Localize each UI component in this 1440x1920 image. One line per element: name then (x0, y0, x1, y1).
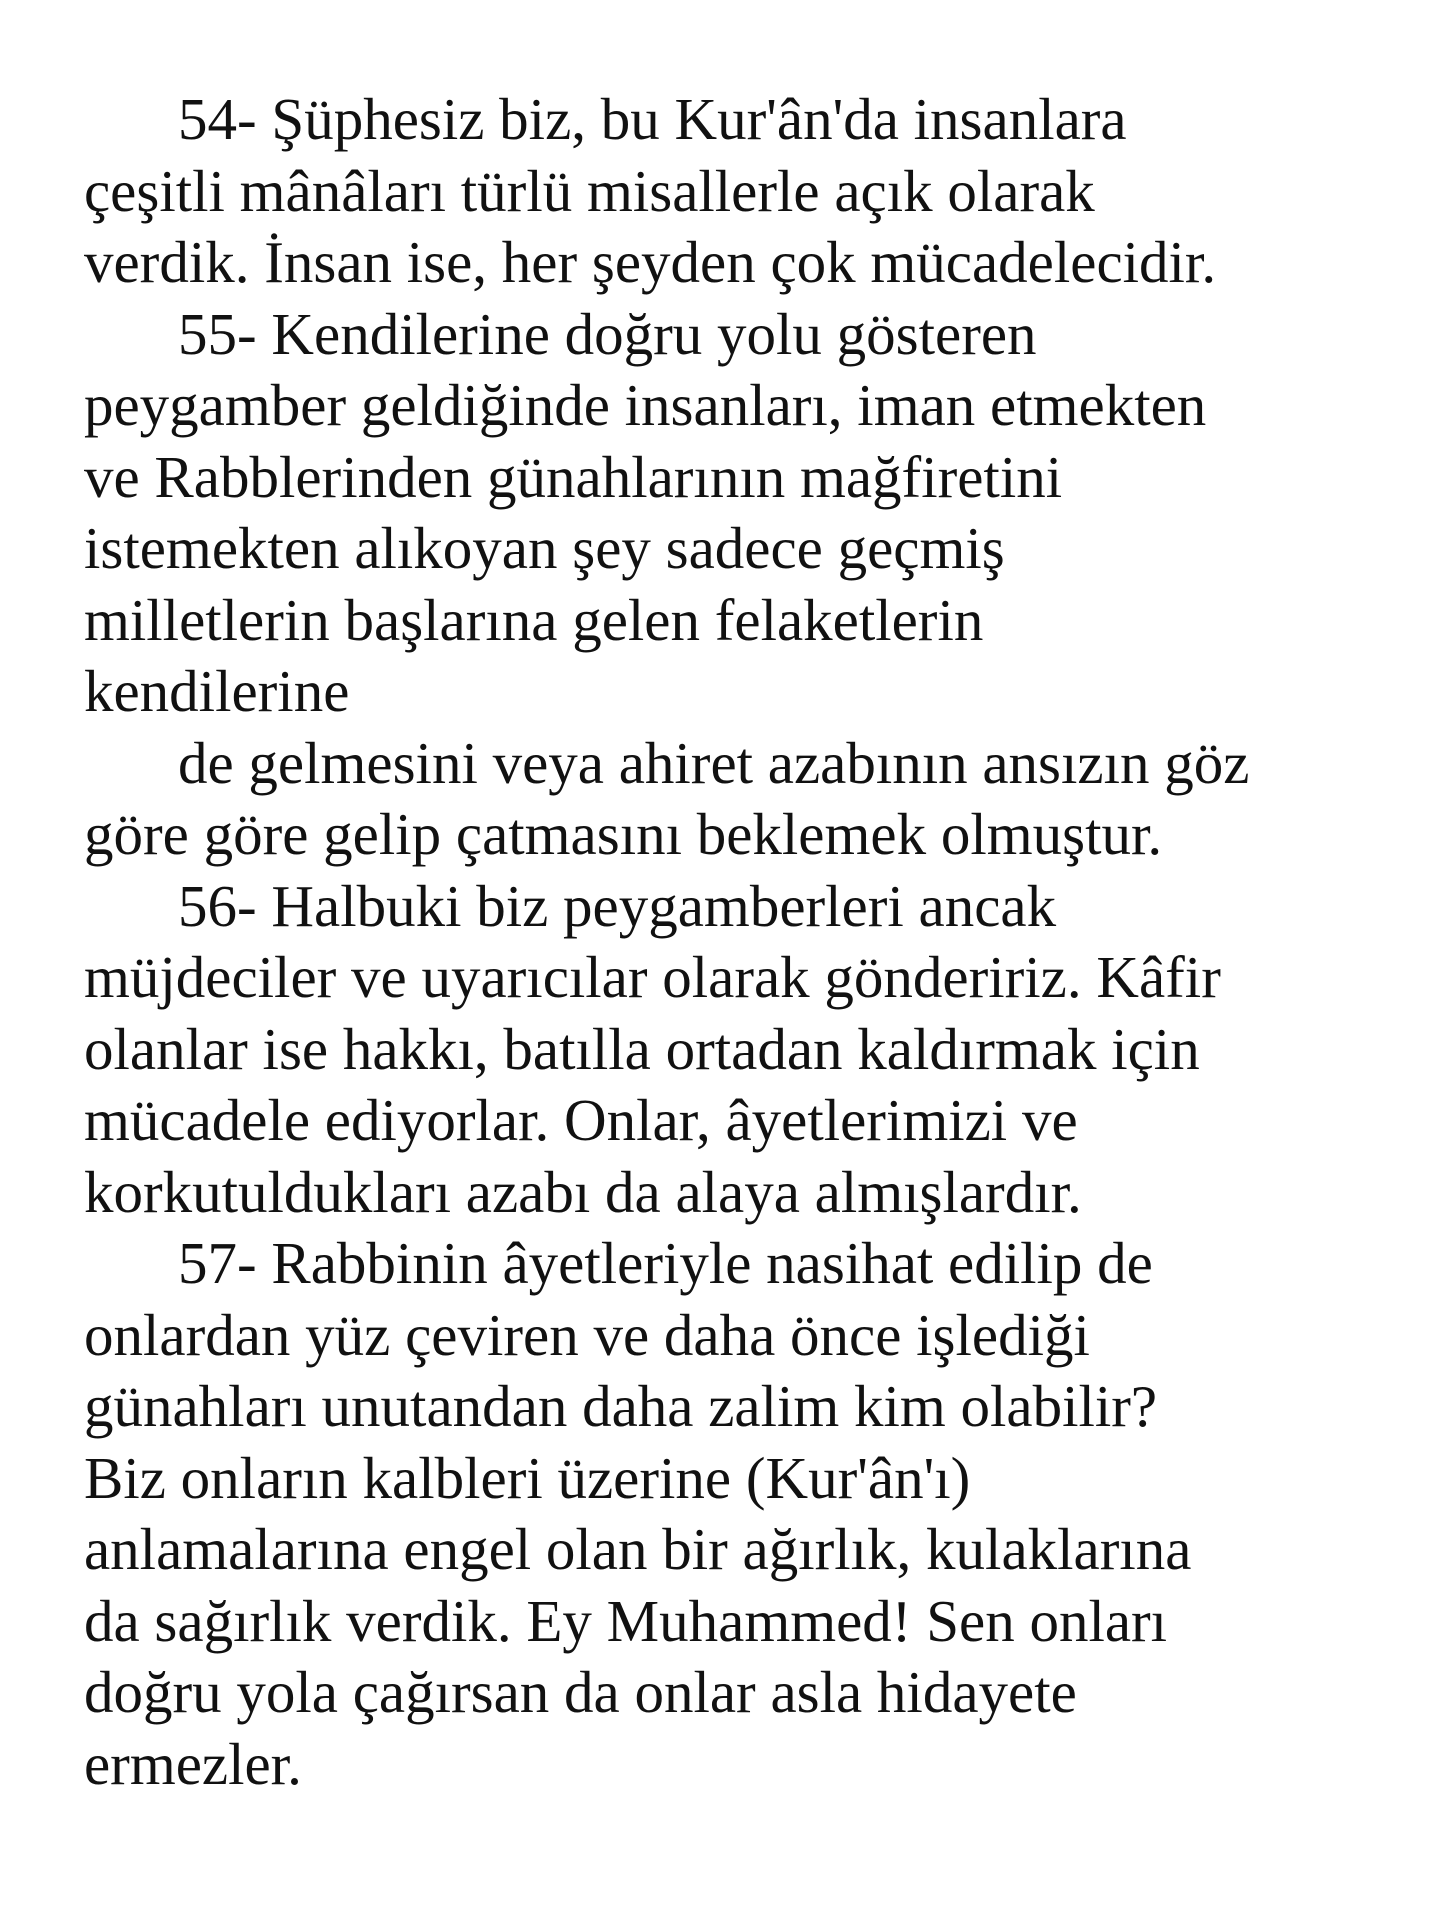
document-page (84, 84, 1384, 1800)
verse-55-line-3: ve Rabblerinden günahlarının mağfiretini (84, 443, 1063, 510)
verse-56-line-4: mücadele ediyorlar. Onlar, âyetlerimizi ve (84, 1087, 1078, 1153)
verse-56-line-5: korkutuldukları azabı da alaya almışlardır. (84, 1158, 1082, 1225)
verse-57-line-3: günahları unutandan daha zalim kim olabilir? (84, 1373, 1158, 1439)
verse-56-line-2: müjdeciler ve uyarıcılar olarak göndeririz. Kâfir (84, 944, 1221, 1010)
verse-55-line-5: milletlerin başlarına gelen felaketlerin (84, 586, 984, 653)
verse-54-line-2: çeşitli mânâları türlü misallerle açık olarak (84, 157, 1095, 224)
verse-55-line-1: 55- Kendilerine doğru yolu gösteren (178, 300, 1037, 367)
verse-56-line-3: olanlar ise hakkı, batılla ortadan kaldırmak için (84, 1015, 1200, 1082)
verse-57-line-8: ermezler. (84, 1730, 302, 1797)
verse-57-line-1: 57- Rabbinin âyetleriyle nasihat edilip de (178, 1230, 1153, 1296)
verse-57-line-7: doğru yola çağırsan da onlar asla hidayete (84, 1659, 1077, 1725)
verse-55-line-4: istemekten alıkoyan şey sadece geçmiş (84, 515, 1005, 581)
verse-55-line-7: de gelmesini veya ahiret azabının ansızın göz (178, 729, 1250, 796)
verse-55-line-2: peygamber geldiğinde insanları, iman etmekten (84, 372, 1207, 438)
verse-57-line-4: Biz onların kalbleri üzerine (Kur'ân'ı) (84, 1444, 971, 1511)
verse-55-line-6: kendilerine (84, 658, 350, 724)
verse-57-line-6: da sağırlık verdik. Ey Muhammed! Sen onları (84, 1587, 1168, 1654)
verse-55-line-8: göre göre gelip çatmasını beklemek olmuştur. (84, 801, 1163, 867)
verse-57-line-5: anlamalarına engel olan bir ağırlık, kulaklarına (84, 1516, 1192, 1582)
verse-57-line-2: onlardan yüz çeviren ve daha önce işlediği (84, 1301, 1090, 1368)
verse-54-line-3: verdik. İnsan ise, her şeyden çok mücadelecidir. (84, 229, 1217, 295)
verse-56-line-1: 56- Halbuki biz peygamberleri ancak (178, 872, 1057, 939)
verse-54-line-1: 54- Şüphesiz biz, bu Kur'ân'da insanlara (178, 86, 1127, 152)
